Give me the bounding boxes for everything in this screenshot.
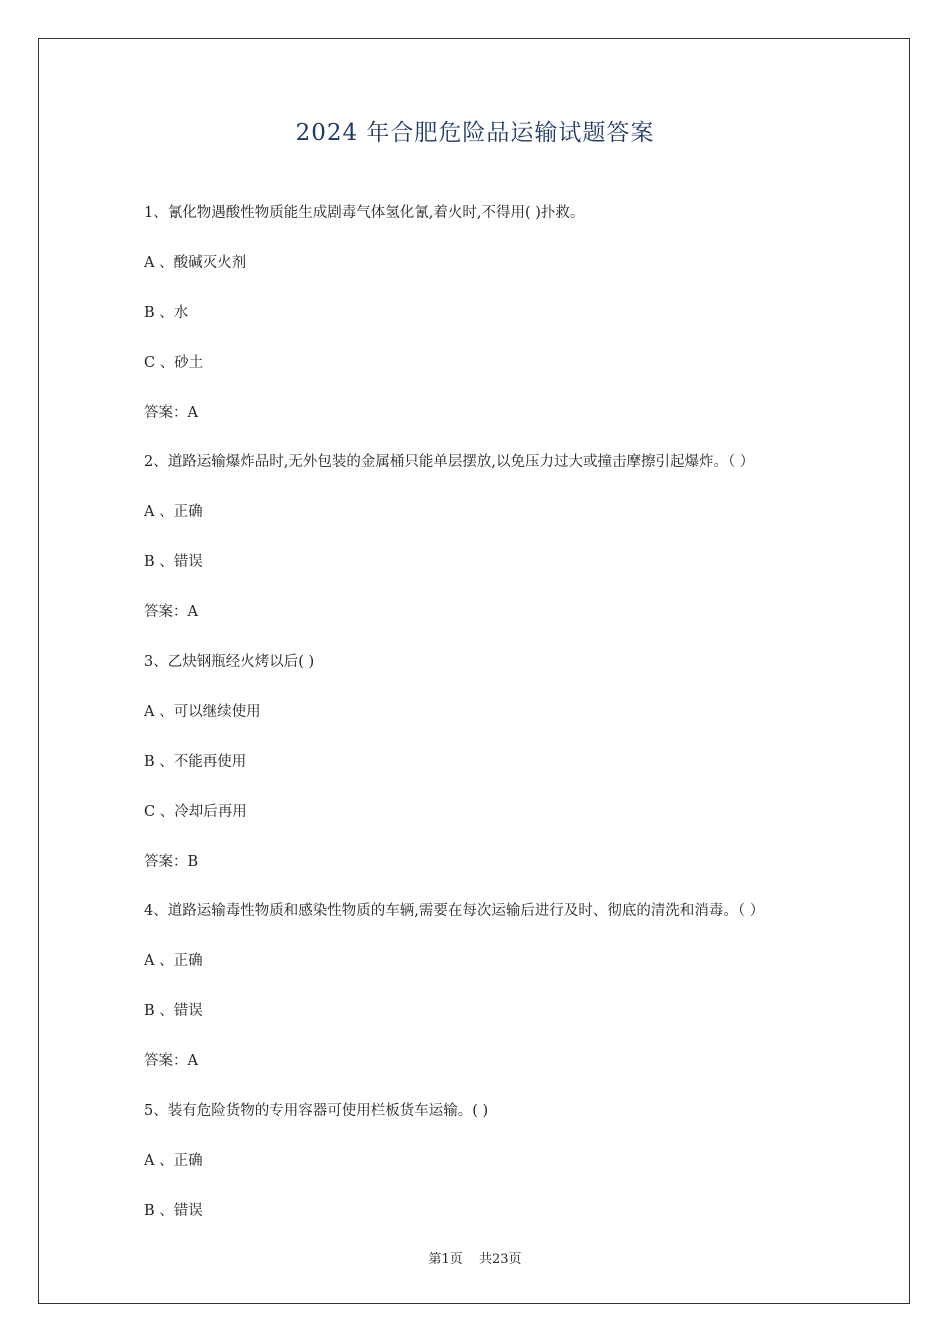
answer-1: 答案：A — [144, 404, 198, 421]
option-1a: A 、酸碱灭火剂 — [144, 254, 247, 271]
option-4a: A 、正确 — [144, 953, 203, 970]
question-2: 2、道路运输爆炸品时,无外包装的金属桶只能单层摆放,以免压力过大或撞击摩擦引起爆炸。（ ） — [144, 454, 755, 471]
option-3a: A 、可以继续使用 — [144, 703, 261, 720]
document-body — [144, 200, 844, 1248]
question-5: 5、装有危险货物的专用容器可使用栏板货车运输。( ) — [144, 1103, 489, 1120]
option-2a: A 、正确 — [144, 504, 203, 521]
option-1c: C 、砂土 — [144, 354, 204, 371]
question-3: 3、乙炔钢瓶经火烤以后( ) — [144, 654, 315, 671]
answer-2: 答案：A — [144, 604, 198, 621]
option-4b: B 、错误 — [144, 1003, 203, 1020]
question-4: 4、道路运输毒性物质和感染性物质的车辆,需要在每次运输后进行及时、彻底的清洗和消毒。（ ） — [144, 903, 765, 920]
answer-4: 答案：A — [144, 1053, 198, 1070]
option-2b: B 、错误 — [144, 554, 203, 571]
document-title: 2024 年合肥危险品运输试题答案 — [295, 120, 655, 146]
question-1: 1、氰化物遇酸性物质能生成剧毒气体氢化氰,着火时,不得用( )扑救。 — [144, 205, 585, 221]
page-number: 第1页 — [428, 1252, 463, 1267]
option-1b: B 、水 — [144, 304, 189, 321]
option-3c: C 、冷却后再用 — [144, 803, 247, 820]
option-3b: B 、不能再使用 — [144, 753, 247, 770]
answer-3: 答案：B — [144, 853, 199, 870]
option-5a: A 、正确 — [144, 1152, 203, 1169]
page-total: 共23页 — [478, 1252, 522, 1267]
option-5b: B 、错误 — [144, 1202, 203, 1219]
page-footer — [0, 1248, 950, 1267]
